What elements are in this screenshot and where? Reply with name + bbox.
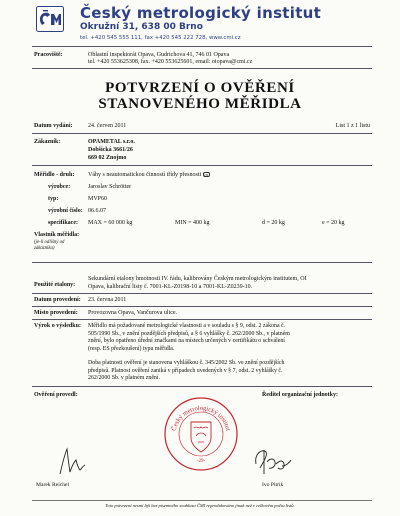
instrument-kind-text: Váhy s neautomatickou činností třídy přesnosti <box>88 172 202 178</box>
result-divider <box>32 386 372 387</box>
result-p1-line: 505/1990 Sb., v znění pozdějších předpisů, a § 6 vyhlášky č. 262/2000 Sb., v platném <box>88 330 290 337</box>
institute-name: Český metrologický institut <box>80 4 322 22</box>
manufacturer-label: výrobce: <box>48 184 71 190</box>
document-title-line-1: POTVRZENÍ O OVĚŘENÍ <box>105 80 295 96</box>
cmi-logo-icon <box>36 6 64 32</box>
result-label: Výrok o výsledku: <box>34 323 81 329</box>
specification-label: specifikace: <box>48 220 78 226</box>
serial-number-label: výrobní číslo: <box>48 208 83 214</box>
signature-left-icon <box>52 444 92 478</box>
customer-street: Dobšická 3661/26 <box>88 147 133 153</box>
result-p2-line: Doba platnosti ověření je stanovena vyhláškou č. 345/2002 Sb. ve znění pozdějších <box>88 360 285 366</box>
spec-d: d = 20 kg <box>262 220 285 226</box>
customer-name: OPAMETAL s.r.o. <box>88 139 135 145</box>
result-p2-line: 262/2000 Sb. v platném znění. <box>88 375 160 381</box>
owner-note-1: (je-li odlišný od <box>34 240 65 245</box>
issue-divider <box>32 133 372 134</box>
spec-min: MIN = 400 kg <box>175 220 210 226</box>
sheet-count: List 1 z 1 listu <box>335 123 370 129</box>
date-done-divider <box>32 306 372 307</box>
issue-date-label: Datum vydání: <box>34 123 73 129</box>
standards-divider <box>32 293 372 294</box>
standards-line-2: Opava, kalibrační listy č. 7001-KL-Z0198-10 a 7001-KL-Z0239-10. <box>88 284 253 290</box>
manufacturer-value: Jaroslav Schrötter <box>88 184 132 190</box>
owner-note-2: zákazníka) <box>34 246 55 251</box>
stamp-ring-text: Český metrologický institut <box>170 404 232 432</box>
instrument-kind-value <box>88 172 210 178</box>
signer-left-name: Marek Reichel <box>36 482 70 488</box>
result-p1-line: (resp. ES přezkoušení) typu měřidla. <box>88 345 175 352</box>
workplace-line-2: tel. +420 553625308, fax. +420 553625601, email: oiopava@cmi.cz <box>88 59 253 65</box>
header-divider <box>32 46 372 47</box>
signature-right-icon <box>250 442 294 478</box>
standards-line-1: Sekundární etalony hmotnosti IV. řádu, kalibrovány Českým metrologickým institutem, OI <box>88 276 307 282</box>
footer-note: Toto potvrzení nesmí být bez písemného souhlasu ČMI reprodukováno jinak než v celkovém počtu listů. <box>105 503 295 508</box>
type-label: typ: <box>48 196 59 202</box>
signer-right-name: Ivo Pitrik <box>262 482 284 488</box>
official-stamp-icon <box>163 396 239 472</box>
date-done-value: 23. června 2011 <box>88 297 127 303</box>
stamp-number: -29- <box>196 459 206 464</box>
date-done-label: Datum provedení: <box>34 297 81 303</box>
issue-date-value: 24. červen 2011 <box>88 123 127 129</box>
result-paragraph-2 <box>88 360 370 383</box>
spec-e: e = 20 kg <box>322 220 345 226</box>
owner-label: Vlastník měřidla: <box>34 232 80 238</box>
customer-divider <box>32 165 372 166</box>
place-label: Místo provedení: <box>34 310 78 316</box>
customer-city: 669 02 Znojmo <box>88 155 127 161</box>
result-p1-line: znění, bylo opatřeno úřední značkami na místech určených v certifikátu o schválení <box>88 338 285 344</box>
workplace-label: Pracoviště: <box>34 52 63 58</box>
accuracy-class-mark: III <box>204 173 208 178</box>
footer-divider <box>32 500 372 501</box>
standards-label: Použité etalony: <box>34 282 76 288</box>
document-title-line-2: STANOVENÉHO MĚŘIDLA <box>98 96 302 112</box>
serial-number-value: 06.6.07 <box>88 208 106 214</box>
result-paragraph-1 <box>88 323 370 353</box>
instrument-divider <box>32 262 372 263</box>
customer-label: Zákazník: <box>34 139 61 145</box>
place-value: Provozovna Opava, Vančurova ulice. <box>88 310 178 316</box>
place-divider <box>32 319 372 320</box>
institute-contact: tel. +420 545 555 111, fax +420 545 222 728, www.cmi.cz <box>80 35 241 41</box>
head-of-unit-label: Ředitel organizační jednotky: <box>262 392 338 398</box>
instrument-kind-label: Měřidlo - druh: <box>34 172 75 178</box>
result-p2-line: předpisů. Platnost ověření zaniká v případech uvedených v § 7, odst. 2 vyhlášky č. <box>88 367 283 374</box>
workplace-line-1: Oblastní inspektorát Opava, Gudrichova 41, 746 01 Opava <box>88 52 230 58</box>
verified-by-label: Ověření provedl: <box>34 392 78 398</box>
result-p1-line: Měřidlo má požadované metrologické vlastnosti a v souladu s § 9, odst. 2 zákona č. <box>88 323 286 329</box>
type-value: MVP60 <box>88 196 108 202</box>
spec-max: MAX = 60 000 kg <box>88 220 133 226</box>
workplace-divider <box>32 68 372 69</box>
institute-address: Okružní 31, 638 00 Brno <box>80 22 203 32</box>
